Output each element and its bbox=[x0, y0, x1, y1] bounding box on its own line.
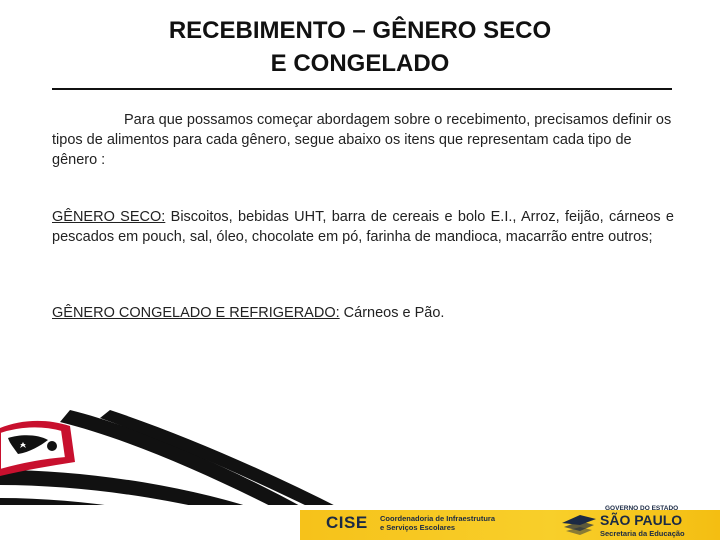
cise-subtitle-line-2: e Serviços Escolares bbox=[380, 523, 456, 532]
genero-seco-term: GÊNERO SECO: bbox=[52, 209, 166, 225]
cise-subtitle-line-1: Coordenadoria de Infraestrutura bbox=[380, 514, 496, 523]
cise-subtitle bbox=[380, 514, 495, 532]
genero-congelado-text: Cárneos e Pão. bbox=[339, 305, 445, 321]
slide-title bbox=[0, 14, 720, 80]
sp-government-label: GOVERNO DO ESTADO bbox=[605, 505, 679, 512]
title-line-1: RECEBIMENTO – GÊNERO SECO bbox=[168, 17, 552, 44]
flag-canton bbox=[0, 421, 75, 476]
title-divider bbox=[52, 88, 672, 90]
title-line-2: E CONGELADO bbox=[270, 50, 450, 77]
sao-paulo-emblem-icon bbox=[560, 511, 598, 537]
genero-congelado-term: GÊNERO CONGELADO E REFRIGERADO: bbox=[52, 305, 340, 321]
sp-state-name: SÃO PAULO bbox=[600, 512, 683, 528]
genero-seco-text: Biscoitos, bebidas UHT, barra de cereais e bolo E.I., Arroz, feijão, cárneos e pescados em pouch, sal, óleo, chocolate em pó, farinha de mandioca, macarrão entre outros; bbox=[52, 209, 674, 245]
sp-secretaria-label: Secretaria da Educação bbox=[600, 529, 685, 538]
sao-paulo-government-logo bbox=[560, 505, 710, 540]
intro-paragraph: Para que possamos começar abordagem sobre o recebimento, precisamos definir os tipos de alimentos para cada gênero, segue abaixo os itens que representam cada tipo de gênero : bbox=[52, 112, 672, 168]
genero-seco-paragraph bbox=[52, 207, 674, 247]
cise-logo: CISE bbox=[326, 513, 368, 532]
genero-congelado-paragraph bbox=[52, 303, 674, 323]
